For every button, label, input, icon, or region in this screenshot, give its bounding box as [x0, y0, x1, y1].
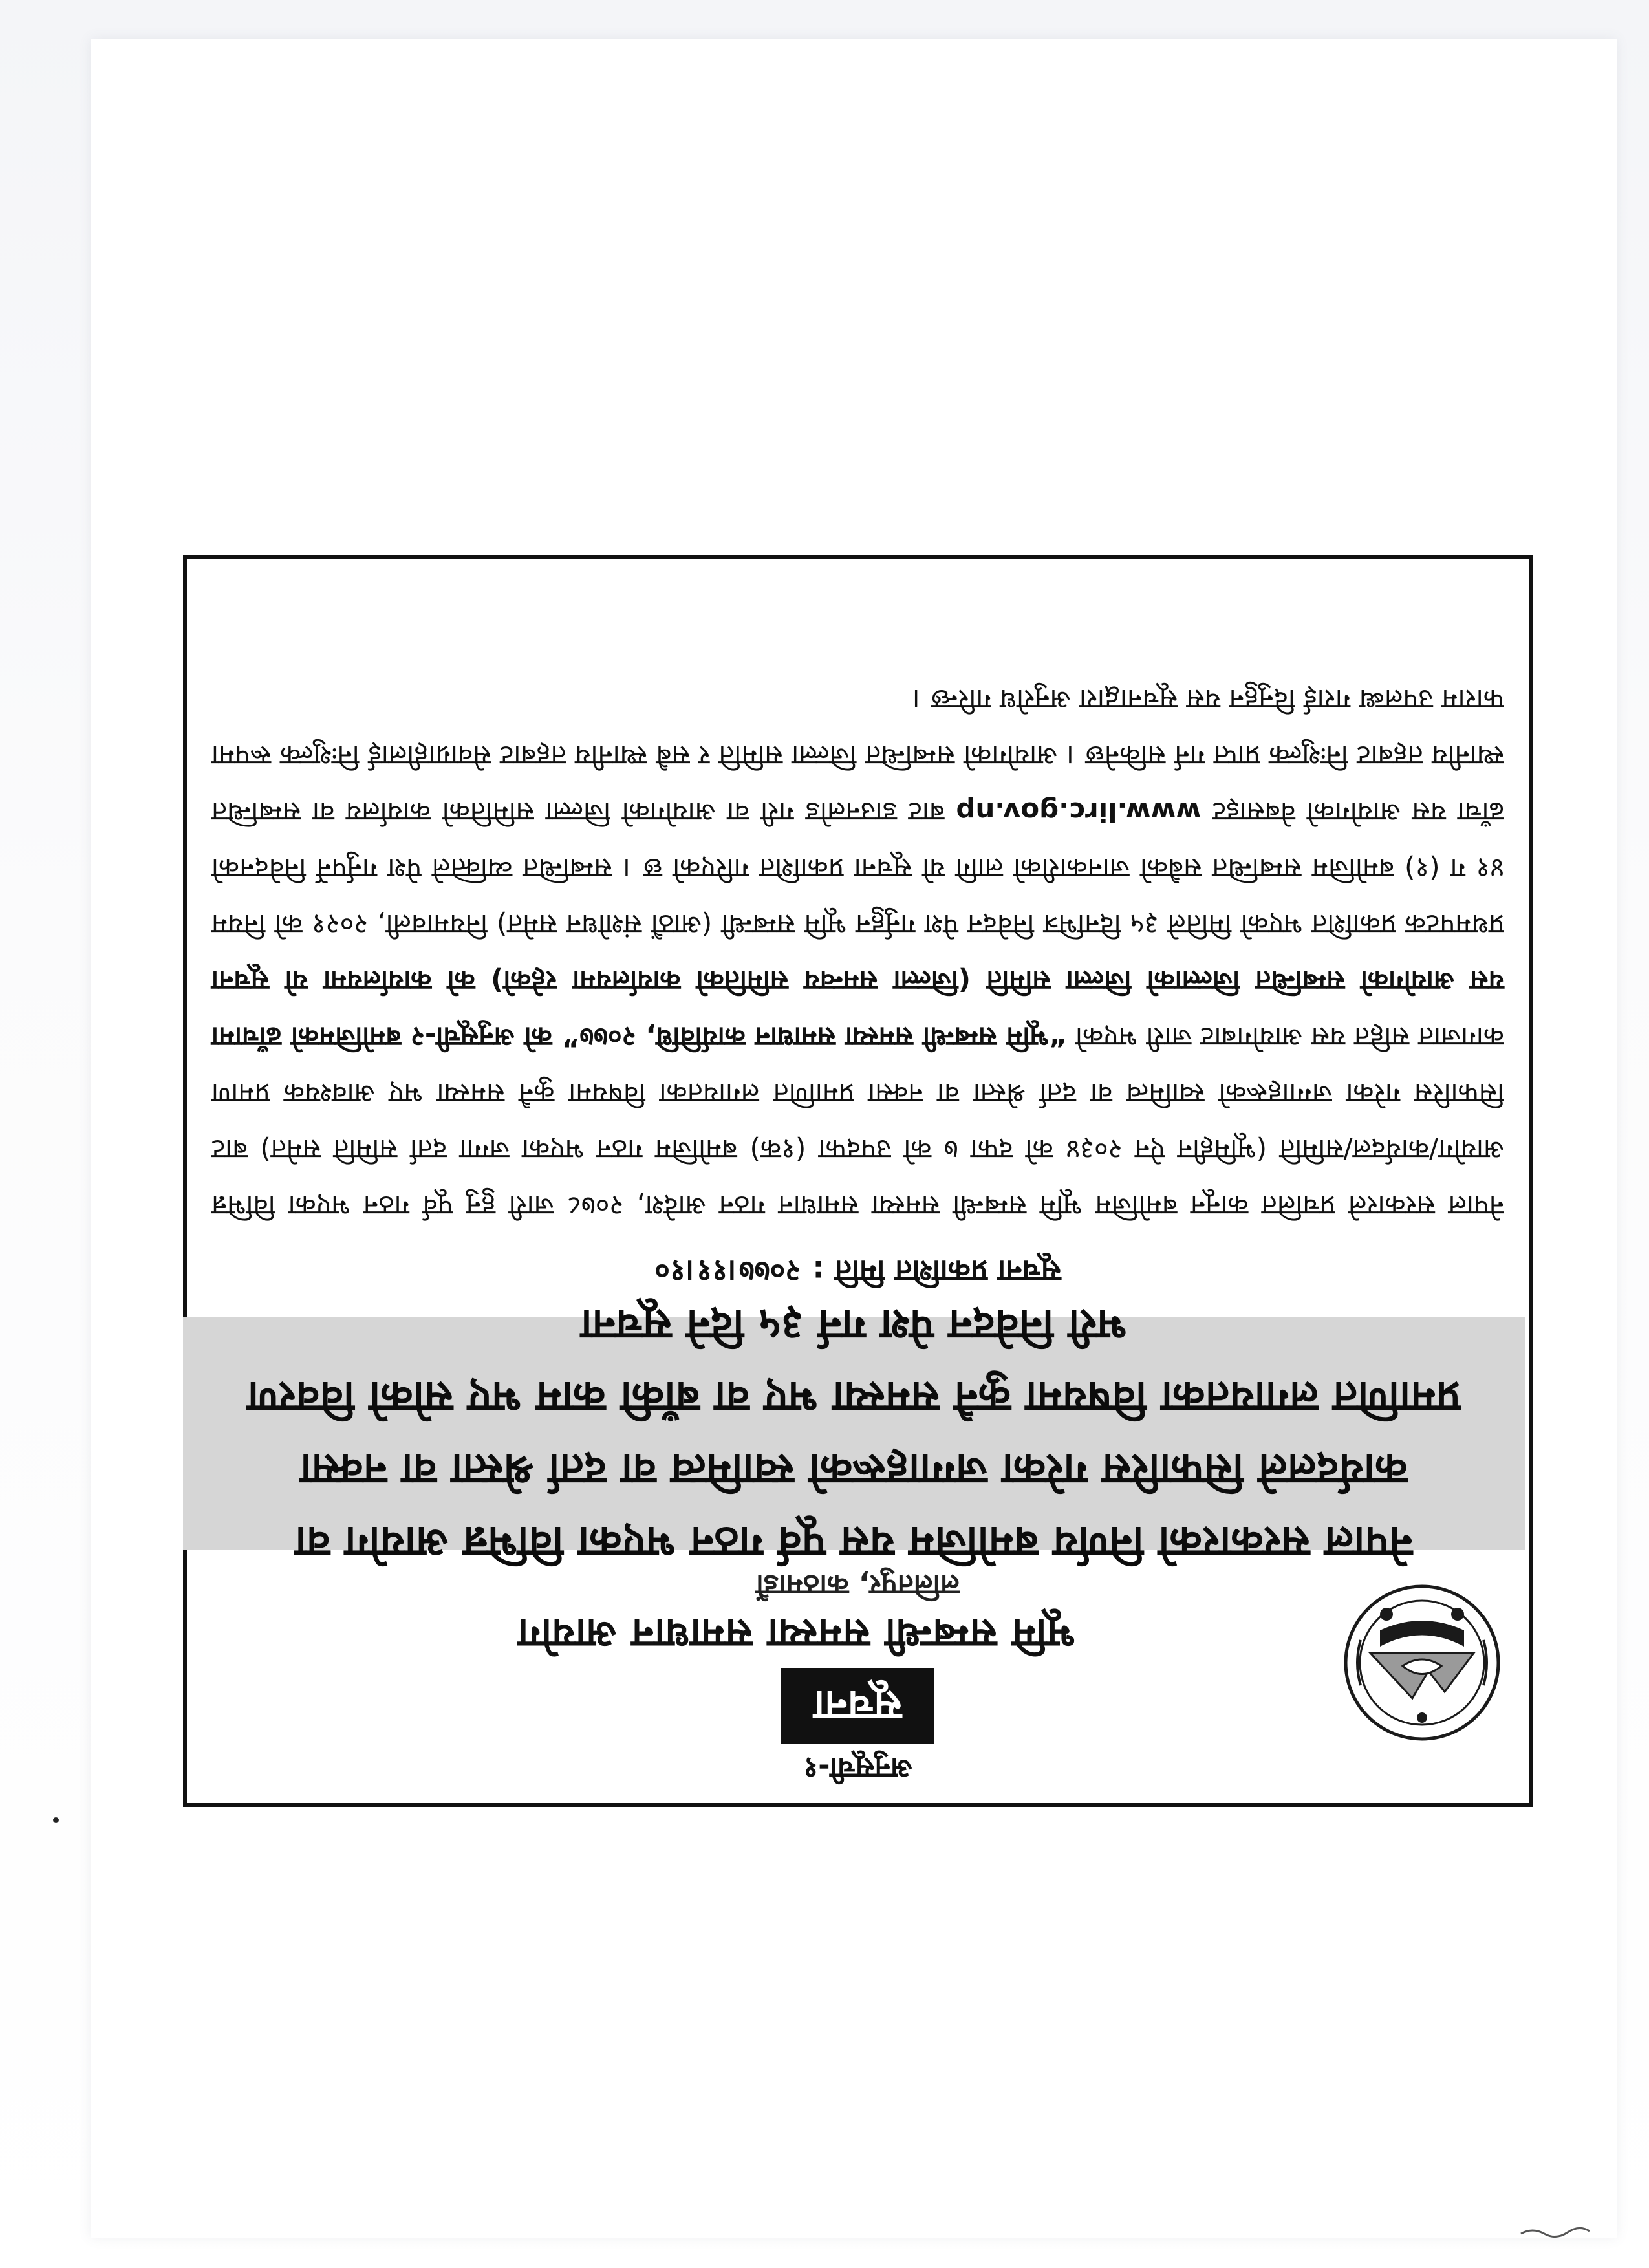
body-segment-bold: “भूमि सम्बन्धी समस्या समाधान कार्यविधि, २०७७” को अनुसूची-२ बमोजिमको ढाँचामा यस आयोगको सम्बन्धित जिल्लाको जिल्ला समिति (जिल्ला समन्वय समितिको कार्यालयमा रहेको) को कार्यालयमा यो सूचना — [211, 965, 1504, 1053]
publish-date-label: सूचना प्रकाशित मिति : — [812, 1254, 1061, 1289]
publish-date — [187, 1252, 1529, 1292]
body-segment: नेपाल सरकारले प्रचलित कानून बमोजिम भूमि सम्बन्धी समस्या समाधान गठन आदेश, २०७८ जारी हुनु पूर्व गठन भएका विभिन्न आयोग/कार्यदल/समिति (भूमिहीन ऐन २०३४ को दफा ७ को उपदफा (१क) बमोजिम गठन भएका जग्गा दर्ता समिति समेत) बाट सिफारिस गरेका जग्गाहरूको स्वामित्व वा दर्ता श्रेस्ता वा नक्सा प्रमाणित लगायतका विषयमा कुनै समस्या भए आवश्यक प्रमाण कागजात सहित यस आयोगबाट जारी भएको — [211, 1021, 1504, 1222]
body-segment: बाट डाउनलोड गरी वा आयोगको जिल्ला समितिको कार्यालय वा सम्बन्धित स्थानीय तहबाट निःशुल्क प्राप्त गर्न सकिनेछ । आयोगको सम्बन्धित जिल्ला समिति र सबै स्थानीय तहबाट सेवाग्राहीलाई निःशुल्क रूपमा फाराम उपलब्ध गराई दिनुहुन यस सूचनाद्वारा अनुरोध गरिन्छ । — [211, 684, 1504, 828]
organization-name: भूमि सम्बन्धी समस्या समाधान आयोग — [517, 1610, 1075, 1658]
rotated-notice — [183, 555, 1533, 1807]
annex-label: अनुसूची-१ — [803, 1751, 912, 1784]
government-emblem-icon — [1341, 1582, 1503, 1744]
organization-location: ललितपुर, काठमाडौं — [756, 1568, 960, 1601]
ink-dot — [53, 1817, 59, 1823]
pen-mark-icon — [1520, 2225, 1591, 2240]
body-segment: प्रथमपटक प्रकाशित भएको मितिले ३५ दिनभित्र निवेदन पेश गर्नुहुन भूमि सम्बन्धी (आठौं संशोधन समेत) नियमावली, २०२१ को नियम ४१ ग (१) बमोजिम सम्बन्धित सबैको जानकारीको लागि यो सूचना प्रकाशित गरिएको छ । सम्बन्धित व्यक्तिले पेश गर्नुपर्ने निवेदनको ढाँचा यस आयोगको वेबसाइट — [211, 796, 1504, 940]
publish-date-value: २०७७।११।१० — [654, 1254, 801, 1289]
notice-body — [211, 671, 1504, 1234]
headline-band — [183, 1300, 1525, 1567]
notice-frame — [183, 555, 1533, 1807]
notice-badge: सूचना — [782, 1668, 934, 1744]
website-link[interactable]: www.lirc.gov.np — [956, 796, 1202, 828]
notice-headline: नेपाल सरकारको निर्णय बमोजिम यस पूर्व गठन भएका विभिन्न आयोग वा कार्यदलले सिफारिस गरेका जग्गाहरूको स्वामित्व वा दर्ता श्रेस्ता वा नक्सा प्रमाणित लगायतका विषयमा कुनै समस्या भए वा बाँकी काम भए सोको विवरण भरी निवेदन पेश गर्न ३५ दिने सूचना — [247, 1300, 1461, 1567]
